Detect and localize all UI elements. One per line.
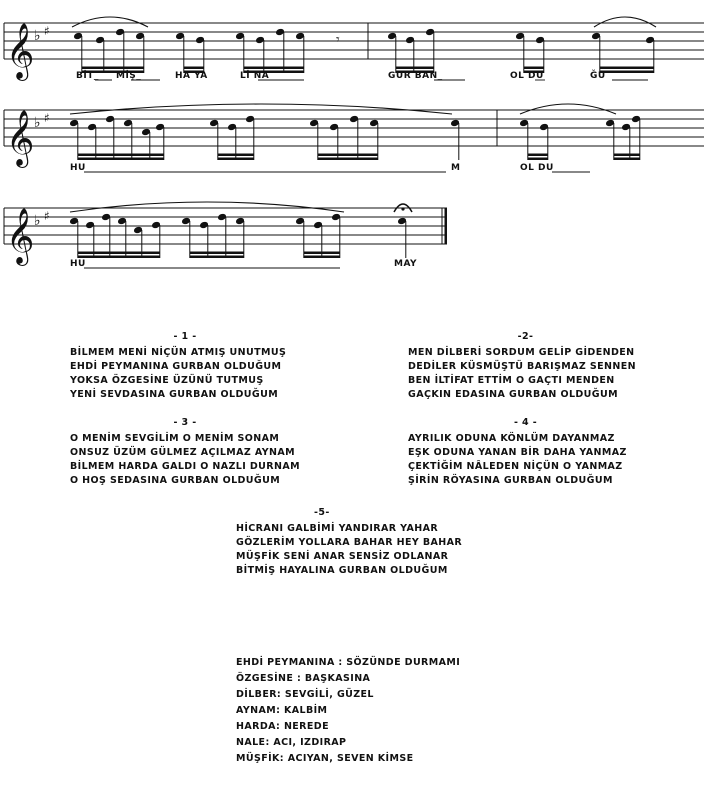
verse-number: - 1 - bbox=[173, 331, 197, 342]
verse-line: EHDİ PEYMANINA GURBAN OLDUĞUM bbox=[70, 361, 282, 372]
verse-line: GÖZLERİM YOLLARA BAHAR HEY BAHAR bbox=[236, 537, 463, 548]
glossary-entry: DİLBER: SEVGİLİ, GÜZEL bbox=[236, 689, 374, 700]
beam bbox=[78, 154, 164, 157]
verse-2 bbox=[408, 330, 643, 402]
treble-clef-icon: 𝄞 bbox=[6, 208, 35, 264]
verse-3 bbox=[70, 416, 300, 488]
beam bbox=[78, 252, 160, 255]
glossary-entry: MÜŞFİK: ACIYAN, SEVEN KİMSE bbox=[236, 753, 414, 764]
slur bbox=[594, 17, 656, 27]
rest-icon: 𝄾 bbox=[336, 32, 340, 48]
beam bbox=[78, 158, 164, 161]
treble-clef-icon: 𝄞 bbox=[6, 23, 35, 79]
verse-number: - 4 - bbox=[513, 417, 538, 428]
verse-number: -2- bbox=[517, 331, 534, 342]
slur bbox=[72, 17, 148, 27]
slur bbox=[520, 104, 616, 114]
verse-number: - 3 - bbox=[173, 417, 197, 428]
lyric-syllable: HA YA bbox=[175, 71, 208, 81]
beam bbox=[190, 252, 244, 255]
verse-line: BİLMEM HARDA GALDI O NAZLI DURNAM bbox=[70, 461, 300, 472]
verse-line: YENİ SEVDASINA GURBAN OLDUĞUM bbox=[70, 389, 279, 400]
verse-line: AYRILIK ODUNA KÖNLÜM DAYANMAZ bbox=[408, 433, 615, 444]
beam bbox=[244, 67, 304, 70]
beam bbox=[600, 71, 654, 74]
fermata-dot bbox=[401, 207, 404, 210]
sharp-icon: ♯ bbox=[44, 111, 50, 125]
lyric-syllable: ĞU bbox=[590, 71, 606, 81]
glossary-entry: AYNAM: KALBİM bbox=[236, 705, 328, 716]
beam bbox=[528, 158, 548, 161]
verse-line: ÇEKTİĞİM NÂLEDEN NİÇÜN O YANMAZ bbox=[408, 461, 623, 472]
lyric-syllable: GUR BAN_ bbox=[388, 71, 443, 81]
lyric-syllable: MAY bbox=[394, 259, 418, 269]
lyric-syllable: HU bbox=[70, 259, 86, 269]
lyric-syllable: BİT_ bbox=[76, 71, 99, 81]
beam bbox=[218, 158, 254, 161]
beam bbox=[304, 252, 340, 255]
lyric-syllable: OL DU bbox=[510, 71, 544, 81]
sharp-icon: ♯ bbox=[44, 209, 50, 223]
verse-5 bbox=[236, 506, 466, 578]
slur bbox=[70, 104, 452, 114]
lyric-syllable: M bbox=[451, 163, 461, 173]
lyric-syllable: OL DU bbox=[520, 163, 554, 173]
verse-number: -5- bbox=[314, 507, 330, 518]
verse-line: BİTMİŞ HAYALINA GURBAN OLDUĞUM bbox=[236, 565, 448, 576]
verse-line: HİCRANI GALBİMİ YANDIRAR YAHAR bbox=[236, 523, 439, 534]
lyric-syllable: MİŞ_ bbox=[116, 71, 142, 81]
sharp-icon: ♯ bbox=[44, 24, 50, 38]
glossary-entry: EHDİ PEYMANINA : SÖZÜNDE DURMAMI bbox=[236, 657, 461, 668]
verse-line: ŞİRİN RÖYASINA GURBAN OLDUĞUM bbox=[408, 475, 613, 486]
treble-clef-icon: 𝄞 bbox=[6, 110, 35, 166]
verse-line: O MENİM SEVGİLİM O MENİM SONAM bbox=[70, 433, 280, 444]
verse-line: GAÇKIN EDASINA GURBAN OLDUĞUM bbox=[408, 389, 618, 400]
verse-line: BEN İLTİFAT ETTİM O GAÇTI MENDEN bbox=[408, 375, 615, 386]
verse-line: EŞK ODUNA YANAN BİR DAHA YANMAZ bbox=[408, 447, 627, 458]
beam bbox=[524, 67, 544, 70]
slur bbox=[70, 202, 344, 212]
verse-line: MEN DİLBERİ SORDUM GELİP GİDENDEN bbox=[408, 347, 635, 358]
lyric-syllable: HU bbox=[70, 163, 86, 173]
beam bbox=[318, 158, 378, 161]
beam bbox=[396, 67, 434, 70]
glossary-entry: NALE: ACI, IZDIRAP bbox=[236, 737, 347, 748]
verse-line: ONSUZ ÜZÜM GÜLMEZ AÇILMAZ AYNAM bbox=[70, 447, 295, 458]
glossary bbox=[236, 655, 460, 767]
beam bbox=[82, 67, 144, 70]
verse-line: DEDİLER KÜSMÜŞTÜ BARIŞMAZ SENNEN bbox=[408, 361, 636, 372]
verse-1 bbox=[70, 330, 300, 402]
flat-icon: ♭ bbox=[34, 213, 41, 229]
verse-line: MÜŞFİK SENİ ANAR SENSİZ ODLANAR bbox=[236, 551, 449, 562]
beam bbox=[190, 256, 244, 259]
beam bbox=[614, 158, 640, 161]
final-barline bbox=[445, 208, 448, 244]
verse-line: O HOŞ SEDASINA GURBAN OLDUĞUM bbox=[70, 475, 281, 486]
flat-icon: ♭ bbox=[34, 115, 41, 131]
beam bbox=[304, 256, 340, 259]
glossary-entry: HARDA: NEREDE bbox=[236, 721, 329, 732]
beam bbox=[528, 154, 548, 157]
verse-line: BİLMEM MENİ NİÇÜN ATMIŞ UNUTMUŞ bbox=[70, 347, 287, 358]
beam bbox=[614, 154, 640, 157]
beam bbox=[184, 67, 204, 70]
verse-4 bbox=[408, 416, 643, 488]
beam bbox=[318, 154, 378, 157]
lyric-syllable: Lİ NA bbox=[240, 71, 270, 81]
flat-icon: ♭ bbox=[34, 28, 41, 44]
beam bbox=[218, 154, 254, 157]
glossary-entry: ÖZGESİNE : BAŞKASINA bbox=[236, 673, 371, 684]
beam bbox=[600, 67, 654, 70]
verse-line: YOKSA ÖZGESİNE ÜZÜNÜ TUTMUŞ bbox=[70, 375, 264, 386]
music-score bbox=[0, 0, 709, 300]
beam bbox=[78, 256, 160, 259]
